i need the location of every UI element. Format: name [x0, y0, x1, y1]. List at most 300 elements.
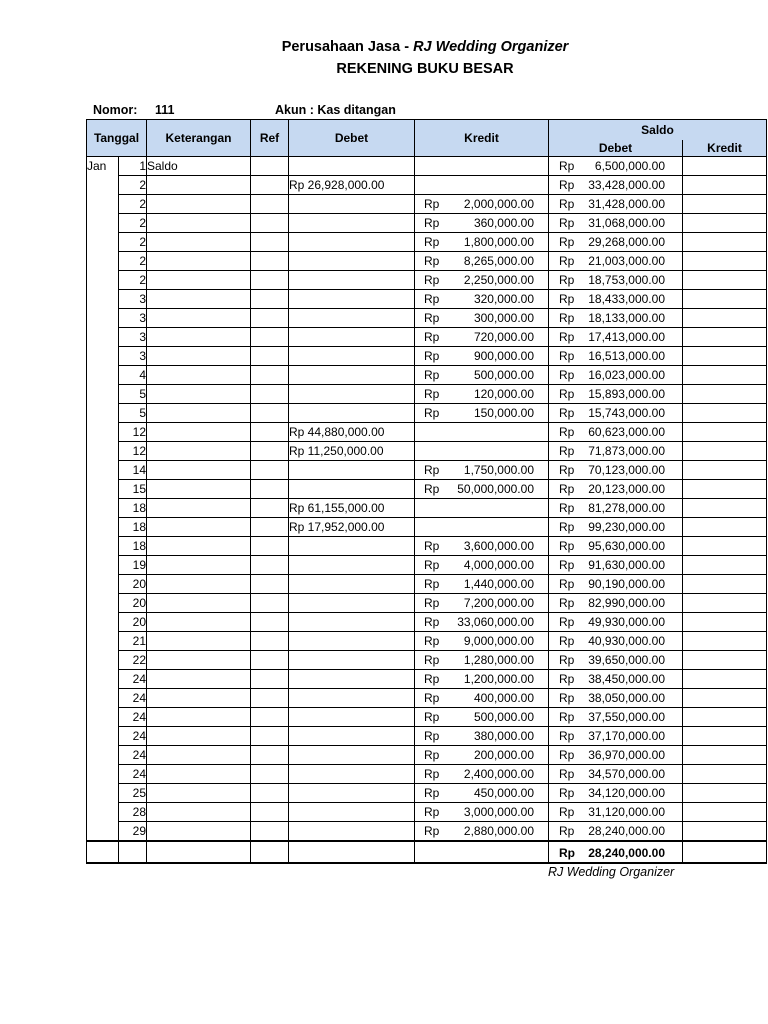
amount-value: 36,970,000.00	[588, 748, 665, 762]
saldo-debet-cell	[549, 290, 683, 309]
debet-cell	[289, 746, 415, 765]
total-empty-cell	[415, 841, 549, 863]
ref-cell	[251, 689, 289, 708]
currency-label: Rp	[559, 748, 575, 762]
currency-label: Rp	[424, 748, 440, 762]
amount-value: 31,120,000.00	[588, 805, 665, 819]
currency-label: Rp	[559, 292, 575, 306]
debet-cell	[289, 689, 415, 708]
currency-label: Rp	[559, 558, 575, 572]
saldo-kredit-cell	[683, 480, 767, 499]
saldo-debet-cell	[549, 613, 683, 632]
amount-value: 2,880,000.00	[463, 824, 534, 838]
table-row	[87, 271, 767, 290]
day-cell: 24	[119, 708, 147, 727]
saldo-kredit-cell	[683, 651, 767, 670]
saldo-amount	[549, 670, 682, 688]
currency-label: Rp	[559, 197, 575, 211]
kredit-amount	[415, 632, 548, 650]
kredit-amount	[415, 233, 548, 251]
currency-label: Rp	[559, 634, 575, 648]
saldo-kredit-cell	[683, 575, 767, 594]
debet-cell	[289, 385, 415, 404]
amount-value: 28,240,000.00	[588, 845, 665, 860]
kredit-cell	[415, 499, 549, 518]
amount-value: 18,753,000.00	[588, 273, 665, 287]
debet-cell: Rp 44,880,000.00	[289, 423, 415, 442]
table-row	[87, 480, 767, 499]
day-cell: 5	[119, 404, 147, 423]
saldo-amount	[549, 252, 682, 270]
kredit-cell	[415, 556, 549, 575]
debet-cell	[289, 556, 415, 575]
saldo-kredit-cell	[683, 822, 767, 842]
kredit-cell	[415, 746, 549, 765]
total-row	[87, 841, 767, 863]
keterangan-cell	[147, 176, 251, 195]
currency-label: Rp	[424, 786, 440, 800]
debet-cell	[289, 803, 415, 822]
ref-cell	[251, 765, 289, 784]
saldo-amount	[549, 594, 682, 612]
company-title	[0, 39, 768, 55]
kredit-amount	[415, 252, 548, 270]
currency-label: Rp	[559, 710, 575, 724]
col-saldo-kredit: Kredit	[683, 140, 767, 157]
kredit-amount	[415, 537, 548, 555]
kredit-cell	[415, 784, 549, 803]
footer-company: RJ Wedding Organizer	[548, 865, 675, 879]
saldo-amount	[549, 271, 682, 289]
debet-cell	[289, 290, 415, 309]
currency-label: Rp	[424, 463, 440, 477]
saldo-debet-cell	[549, 594, 683, 613]
currency-label: Rp	[559, 596, 575, 610]
saldo-debet-cell	[549, 822, 683, 842]
saldo-debet-cell	[549, 461, 683, 480]
akun-label: Akun : Kas ditangan	[275, 103, 396, 117]
saldo-debet-cell	[549, 176, 683, 195]
kredit-cell	[415, 271, 549, 290]
amount-value: 2,000,000.00	[463, 197, 534, 211]
saldo-debet-cell	[549, 499, 683, 518]
saldo-amount	[549, 176, 682, 194]
currency-label: Rp	[424, 577, 440, 591]
debet-cell	[289, 461, 415, 480]
keterangan-cell	[147, 822, 251, 842]
keterangan-cell	[147, 784, 251, 803]
day-cell: 25	[119, 784, 147, 803]
saldo-amount	[549, 651, 682, 669]
saldo-amount	[549, 632, 682, 650]
saldo-debet-cell	[549, 309, 683, 328]
keterangan-cell	[147, 309, 251, 328]
amount-value: 1,440,000.00	[463, 577, 534, 591]
saldo-amount	[549, 765, 682, 783]
day-cell: 3	[119, 347, 147, 366]
amount-value: 900,000.00	[473, 349, 534, 363]
saldo-kredit-cell	[683, 689, 767, 708]
debet-cell	[289, 404, 415, 423]
amount-value: 1,800,000.00	[463, 235, 534, 249]
day-cell: 2	[119, 252, 147, 271]
kredit-amount	[415, 784, 548, 802]
ref-cell	[251, 461, 289, 480]
col-debet: Debet	[289, 120, 415, 157]
saldo-kredit-cell	[683, 176, 767, 195]
amount-value: 39,650,000.00	[588, 653, 665, 667]
saldo-debet-cell	[549, 727, 683, 746]
table-row	[87, 803, 767, 822]
kredit-amount	[415, 746, 548, 764]
amount-value: 91,630,000.00	[588, 558, 665, 572]
ref-cell	[251, 651, 289, 670]
debet-cell	[289, 309, 415, 328]
total-empty-cell	[251, 841, 289, 863]
currency-label: Rp	[424, 368, 440, 382]
saldo-amount	[549, 366, 682, 384]
total-empty-cell	[87, 841, 119, 863]
currency-label: Rp	[424, 539, 440, 553]
currency-label: Rp	[559, 463, 575, 477]
kredit-cell	[415, 575, 549, 594]
ref-cell	[251, 366, 289, 385]
day-cell: 24	[119, 765, 147, 784]
keterangan-cell	[147, 708, 251, 727]
saldo-debet-cell	[549, 575, 683, 594]
amount-value: 31,068,000.00	[588, 216, 665, 230]
table-row	[87, 784, 767, 803]
amount-value: 16,023,000.00	[588, 368, 665, 382]
amount-value: 50,000,000.00	[457, 482, 534, 496]
kredit-cell	[415, 632, 549, 651]
day-cell: 24	[119, 746, 147, 765]
keterangan-cell	[147, 385, 251, 404]
day-cell: 20	[119, 594, 147, 613]
day-cell: 20	[119, 613, 147, 632]
saldo-debet-cell	[549, 252, 683, 271]
debet-cell	[289, 670, 415, 689]
saldo-kredit-cell	[683, 157, 767, 176]
currency-label: Rp	[424, 197, 440, 211]
keterangan-cell	[147, 556, 251, 575]
saldo-debet-cell	[549, 157, 683, 176]
ledger-body	[87, 157, 767, 864]
saldo-amount	[549, 347, 682, 365]
col-ref: Ref	[251, 120, 289, 157]
ref-cell	[251, 613, 289, 632]
amount-value: 4,000,000.00	[463, 558, 534, 572]
saldo-amount	[549, 746, 682, 764]
table-row	[87, 309, 767, 328]
kredit-amount	[415, 651, 548, 669]
kredit-cell	[415, 594, 549, 613]
currency-label: Rp	[559, 482, 575, 496]
day-cell: 24	[119, 670, 147, 689]
amount-value: 33,060,000.00	[457, 615, 534, 629]
day-cell: 21	[119, 632, 147, 651]
debet-cell	[289, 366, 415, 385]
debet-cell	[289, 575, 415, 594]
keterangan-cell	[147, 613, 251, 632]
currency-label: Rp	[559, 216, 575, 230]
total-saldo-amount	[549, 843, 682, 862]
day-cell: 2	[119, 233, 147, 252]
amount-value: 34,570,000.00	[588, 767, 665, 781]
saldo-debet-cell	[549, 366, 683, 385]
day-cell: 2	[119, 271, 147, 290]
saldo-amount	[549, 214, 682, 232]
kredit-cell	[415, 309, 549, 328]
page-title: REKENING BUKU BESAR	[336, 61, 514, 77]
kredit-amount	[415, 803, 548, 821]
ref-cell	[251, 309, 289, 328]
amount-value: 150,000.00	[473, 406, 534, 420]
table-row	[87, 176, 767, 195]
kredit-cell	[415, 822, 549, 842]
table-row	[87, 385, 767, 404]
day-cell: 14	[119, 461, 147, 480]
amount-value: 33,428,000.00	[588, 178, 665, 192]
table-row	[87, 822, 767, 842]
amount-value: 1,200,000.00	[463, 672, 534, 686]
nomor-value: 111	[155, 103, 175, 117]
day-cell: 12	[119, 442, 147, 461]
amount-value: 15,743,000.00	[588, 406, 665, 420]
table-row	[87, 442, 767, 461]
kredit-amount	[415, 214, 548, 232]
kredit-cell	[415, 651, 549, 670]
keterangan-cell	[147, 423, 251, 442]
currency-label: Rp	[424, 387, 440, 401]
table-row	[87, 632, 767, 651]
currency-label: Rp	[424, 292, 440, 306]
kredit-cell	[415, 214, 549, 233]
table-row	[87, 518, 767, 537]
amount-value: 90,190,000.00	[588, 577, 665, 591]
col-saldo-debet: Debet	[549, 140, 683, 157]
kredit-cell	[415, 252, 549, 271]
saldo-amount	[549, 689, 682, 707]
saldo-debet-cell	[549, 537, 683, 556]
currency-label: Rp	[424, 216, 440, 230]
saldo-amount	[549, 708, 682, 726]
debet-cell	[289, 613, 415, 632]
saldo-kredit-cell	[683, 499, 767, 518]
table-row	[87, 347, 767, 366]
keterangan-cell	[147, 404, 251, 423]
amount-value: 15,893,000.00	[588, 387, 665, 401]
saldo-amount	[549, 309, 682, 327]
saldo-debet-cell	[549, 765, 683, 784]
table-row	[87, 252, 767, 271]
saldo-kredit-cell	[683, 594, 767, 613]
kredit-amount	[415, 271, 548, 289]
table-row	[87, 594, 767, 613]
kredit-cell	[415, 157, 549, 176]
currency-label: Rp	[559, 254, 575, 268]
saldo-amount	[549, 290, 682, 308]
currency-label: Rp	[559, 729, 575, 743]
currency-label: Rp	[559, 615, 575, 629]
ref-cell	[251, 594, 289, 613]
ref-cell	[251, 157, 289, 176]
amount-value: 3,000,000.00	[463, 805, 534, 819]
saldo-amount	[549, 404, 682, 422]
kredit-amount	[415, 309, 548, 327]
saldo-kredit-cell	[683, 613, 767, 632]
day-cell: 1	[119, 157, 147, 176]
saldo-amount	[549, 442, 682, 460]
day-cell: 12	[119, 423, 147, 442]
saldo-debet-cell	[549, 803, 683, 822]
amount-value: 8,265,000.00	[463, 254, 534, 268]
table-row	[87, 404, 767, 423]
debet-cell	[289, 157, 415, 176]
currency-label: Rp	[424, 330, 440, 344]
debet-cell	[289, 594, 415, 613]
keterangan-cell	[147, 499, 251, 518]
ref-cell	[251, 556, 289, 575]
kredit-cell	[415, 765, 549, 784]
table-row	[87, 195, 767, 214]
currency-label: Rp	[559, 425, 575, 439]
saldo-kredit-cell	[683, 233, 767, 252]
kredit-amount	[415, 366, 548, 384]
currency-label: Rp	[559, 653, 575, 667]
saldo-amount	[549, 575, 682, 593]
saldo-amount	[549, 461, 682, 479]
saldo-kredit-cell	[683, 670, 767, 689]
day-cell: 5	[119, 385, 147, 404]
currency-label: Rp	[559, 805, 575, 819]
table-row	[87, 613, 767, 632]
saldo-debet-cell	[549, 670, 683, 689]
total-saldo-cell	[549, 841, 683, 863]
table-row	[87, 575, 767, 594]
currency-label: Rp	[424, 482, 440, 496]
kredit-amount	[415, 385, 548, 403]
saldo-kredit-cell	[683, 214, 767, 233]
currency-label: Rp	[559, 368, 575, 382]
saldo-kredit-cell	[683, 632, 767, 651]
currency-label: Rp	[424, 710, 440, 724]
currency-label: Rp	[559, 444, 575, 458]
saldo-kredit-cell	[683, 708, 767, 727]
table-row	[87, 290, 767, 309]
kredit-amount	[415, 822, 548, 840]
debet-cell: Rp 11,250,000.00	[289, 442, 415, 461]
kredit-cell	[415, 461, 549, 480]
kredit-amount	[415, 404, 548, 422]
amount-value: 16,513,000.00	[588, 349, 665, 363]
kredit-amount	[415, 195, 548, 213]
saldo-amount	[549, 423, 682, 441]
day-cell: 3	[119, 328, 147, 347]
kredit-amount	[415, 347, 548, 365]
debet-cell	[289, 271, 415, 290]
keterangan-cell	[147, 670, 251, 689]
table-row	[87, 366, 767, 385]
currency-label: Rp	[424, 558, 440, 572]
keterangan-cell	[147, 233, 251, 252]
keterangan-cell	[147, 328, 251, 347]
amount-value: 31,428,000.00	[588, 197, 665, 211]
currency-label: Rp	[424, 615, 440, 629]
debet-cell	[289, 480, 415, 499]
ref-cell	[251, 822, 289, 842]
day-cell: 3	[119, 309, 147, 328]
table-row	[87, 157, 767, 176]
saldo-debet-cell	[549, 385, 683, 404]
ref-cell	[251, 404, 289, 423]
saldo-kredit-cell	[683, 252, 767, 271]
currency-label: Rp	[559, 311, 575, 325]
currency-label: Rp	[559, 577, 575, 591]
amount-value: 500,000.00	[473, 710, 534, 724]
currency-label: Rp	[424, 691, 440, 705]
saldo-debet-cell	[549, 556, 683, 575]
amount-value: 9,000,000.00	[463, 634, 534, 648]
amount-value: 3,600,000.00	[463, 539, 534, 553]
saldo-kredit-cell	[683, 195, 767, 214]
currency-label: Rp	[559, 406, 575, 420]
ref-cell	[251, 271, 289, 290]
amount-value: 500,000.00	[473, 368, 534, 382]
amount-value: 720,000.00	[473, 330, 534, 344]
kredit-cell	[415, 442, 549, 461]
currency-label: Rp	[424, 729, 440, 743]
day-cell: 22	[119, 651, 147, 670]
kredit-amount	[415, 689, 548, 707]
table-row	[87, 423, 767, 442]
currency-label: Rp	[559, 235, 575, 249]
currency-label: Rp	[424, 254, 440, 268]
kredit-cell	[415, 366, 549, 385]
kredit-amount	[415, 461, 548, 479]
day-cell: 3	[119, 290, 147, 309]
kredit-amount	[415, 613, 548, 631]
amount-value: 28,240,000.00	[588, 824, 665, 838]
currency-label: Rp	[424, 767, 440, 781]
kredit-amount	[415, 556, 548, 574]
keterangan-cell	[147, 765, 251, 784]
keterangan-cell	[147, 727, 251, 746]
currency-label: Rp	[424, 596, 440, 610]
currency-label: Rp	[559, 178, 575, 192]
saldo-kredit-cell	[683, 423, 767, 442]
keterangan-cell	[147, 252, 251, 271]
amount-value: 40,930,000.00	[588, 634, 665, 648]
keterangan-cell	[147, 442, 251, 461]
ref-cell	[251, 632, 289, 651]
ref-cell	[251, 233, 289, 252]
kredit-amount	[415, 708, 548, 726]
table-row	[87, 727, 767, 746]
debet-cell	[289, 708, 415, 727]
saldo-kredit-cell	[683, 271, 767, 290]
saldo-amount	[549, 233, 682, 251]
keterangan-cell	[147, 803, 251, 822]
saldo-kredit-cell	[683, 404, 767, 423]
currency-label: Rp	[559, 330, 575, 344]
ref-cell	[251, 537, 289, 556]
amount-value: 20,123,000.00	[588, 482, 665, 496]
saldo-kredit-cell	[683, 518, 767, 537]
day-cell: 2	[119, 195, 147, 214]
currency-label: Rp	[424, 634, 440, 648]
ref-cell	[251, 252, 289, 271]
